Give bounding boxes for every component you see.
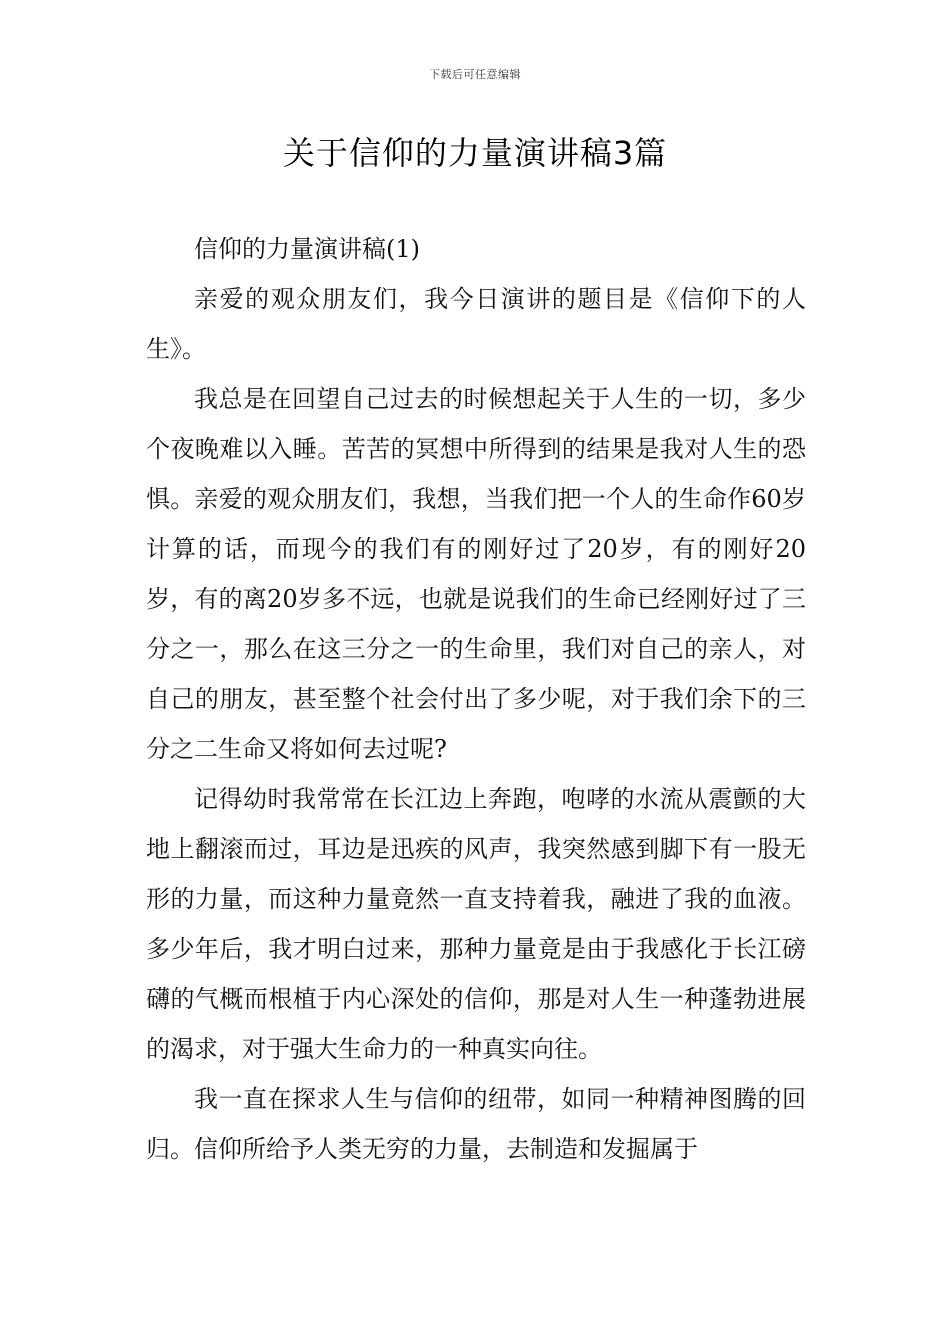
paragraph: 亲爱的观众朋友们，我今日演讲的题目是《信仰下的人生》。 bbox=[146, 285, 806, 363]
paragraph: 我总是在回望自己过去的时候想起关于人生的一切，多少个夜晚难以入睡。苦苦的冥想中所得到的结果是我对人生的恐惧。亲爱的观众朋友们，我想，当我们把一个人的生命作60岁计算的话，而现今的我们有的刚好过了20岁，有的刚好20岁，有的离20岁多不远，也就是说我们的生命已经刚好过了三分之一，那么在这三分之一的生命里，我们对自己的亲人，对自己的朋友，甚至整个社会付出了多少呢，对于我们余下的三分之二生命又将如何去过呢? bbox=[146, 385, 806, 763]
paragraph: 记得幼时我常常在长江边上奔跑，咆哮的水流从震颤的大地上翻滚而过，耳边是迅疾的风声，我突然感到脚下有一股无形的力量，而这种力量竟然一直支持着我，融进了我的血液。多少年后，我才明白过来，那种力量竟是由于我感化于长江磅礴的气概而根植于内心深处的信仰，那是对人生一种蓬勃进展的渴求，对于强大生命力的一种真实向往。 bbox=[146, 785, 806, 1063]
page-header-note: 下载后可任意编辑 bbox=[429, 68, 521, 81]
paragraph: 我一直在探求人生与信仰的纽带，如同一种精神图腾的回归。信仰所给予人类无穷的力量，去制造和发掘属于 bbox=[146, 1085, 806, 1163]
document-body bbox=[146, 224, 806, 1174]
document-title: 关于信仰的力量演讲稿3篇 bbox=[282, 134, 668, 172]
paragraph-subtitle: 信仰的力量演讲稿(1) bbox=[194, 235, 420, 263]
